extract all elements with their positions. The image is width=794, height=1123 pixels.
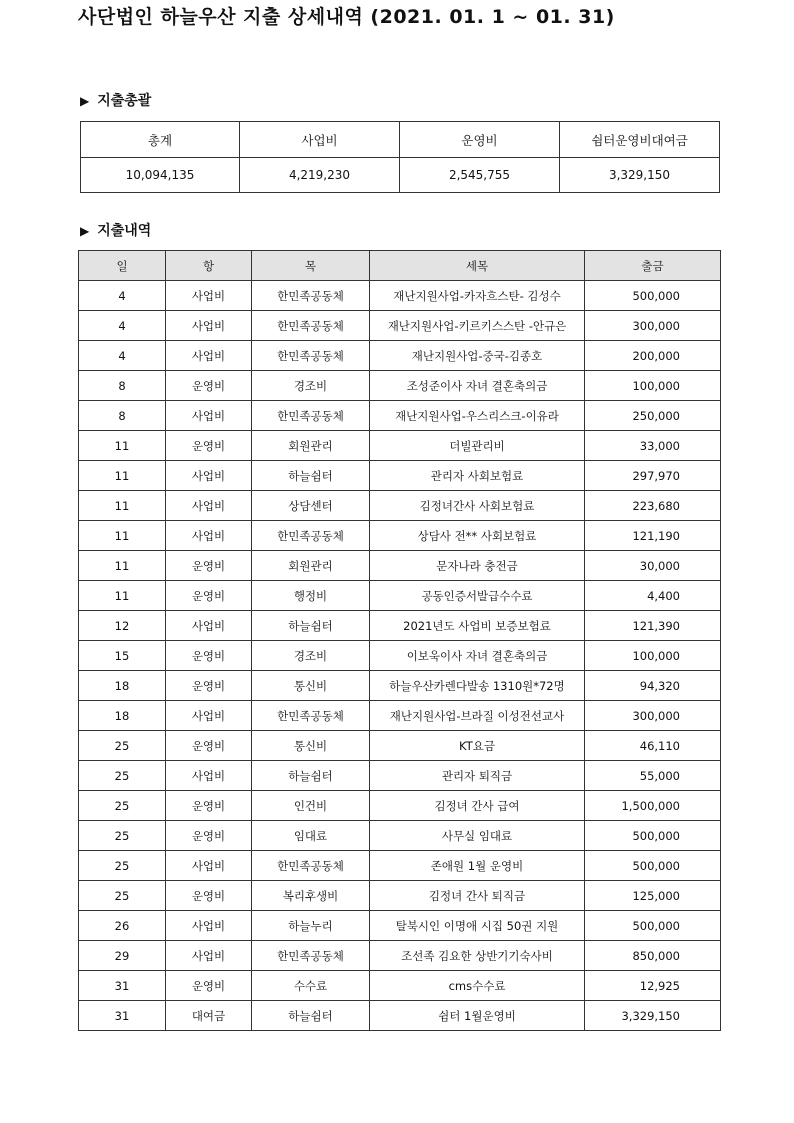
detail-amount-cell: 100,000 <box>585 641 721 671</box>
detail-amount-cell: 850,000 <box>585 941 721 971</box>
detail-day-cell: 25 <box>79 791 166 821</box>
table-row <box>79 461 721 491</box>
detail-category-cell: 사업비 <box>166 401 252 431</box>
detail-day-cell: 4 <box>79 311 166 341</box>
detail-description-cell: 재난지원사업-중국-김종호 <box>370 341 585 371</box>
detail-category-cell: 사업비 <box>166 311 252 341</box>
detail-description-cell: 공동인증서발급수수료 <box>370 581 585 611</box>
detail-amount-cell: 297,970 <box>585 461 721 491</box>
detail-description-cell: 문자나라 충전금 <box>370 551 585 581</box>
table-row <box>79 521 721 551</box>
detail-item-cell: 수수료 <box>252 971 370 1001</box>
detail-day-cell: 11 <box>79 461 166 491</box>
detail-day-cell: 11 <box>79 551 166 581</box>
detail-amount-cell: 250,000 <box>585 401 721 431</box>
detail-category-cell: 사업비 <box>166 611 252 641</box>
table-row <box>79 311 721 341</box>
detail-category-cell: 사업비 <box>166 911 252 941</box>
detail-amount-cell: 500,000 <box>585 911 721 941</box>
detail-category-cell: 운영비 <box>166 671 252 701</box>
detail-category-cell: 운영비 <box>166 431 252 461</box>
detail-item-cell: 행정비 <box>252 581 370 611</box>
detail-amount-cell: 223,680 <box>585 491 721 521</box>
detail-day-cell: 4 <box>79 341 166 371</box>
detail-category-cell: 사업비 <box>166 461 252 491</box>
detail-amount-cell: 4,400 <box>585 581 721 611</box>
detail-amount-cell: 46,110 <box>585 731 721 761</box>
detail-item-cell: 임대료 <box>252 821 370 851</box>
detail-amount-cell: 125,000 <box>585 881 721 911</box>
detail-description-cell: cms수수료 <box>370 971 585 1001</box>
detail-amount-cell: 55,000 <box>585 761 721 791</box>
detail-category-cell: 대여금 <box>166 1001 252 1031</box>
table-row <box>79 491 721 521</box>
detail-category-cell: 사업비 <box>166 281 252 311</box>
summary-value-row <box>81 158 720 193</box>
detail-description-cell: 관리자 퇴직금 <box>370 761 585 791</box>
summary-heading-text: 지출총괄 <box>97 93 152 109</box>
summary-value-cell: 10,094,135 <box>81 158 240 193</box>
detail-description-cell: 조성준이사 자녀 결혼축의금 <box>370 371 585 401</box>
detail-item-cell: 한민족공동체 <box>252 941 370 971</box>
detail-description-cell: 더빌관리비 <box>370 431 585 461</box>
detail-category-cell: 사업비 <box>166 941 252 971</box>
detail-item-cell: 경조비 <box>252 371 370 401</box>
table-row <box>79 761 721 791</box>
summary-header-cell: 쉼터운영비대여금 <box>560 122 720 158</box>
detail-description-cell: 김정녀 간사 급여 <box>370 791 585 821</box>
table-row <box>79 941 721 971</box>
detail-day-cell: 11 <box>79 491 166 521</box>
detail-day-cell: 31 <box>79 1001 166 1031</box>
detail-day-cell: 11 <box>79 431 166 461</box>
summary-value-cell: 2,545,755 <box>400 158 560 193</box>
detail-amount-cell: 300,000 <box>585 311 721 341</box>
detail-day-cell: 18 <box>79 701 166 731</box>
detail-description-cell: 조선족 김요한 상반기기숙사비 <box>370 941 585 971</box>
detail-day-cell: 29 <box>79 941 166 971</box>
detail-day-cell: 15 <box>79 641 166 671</box>
summary-header-cell: 사업비 <box>240 122 400 158</box>
detail-amount-cell: 200,000 <box>585 341 721 371</box>
summary-header-cell: 총계 <box>81 122 240 158</box>
detail-description-cell: 재난지원사업-우스리스크-이유라 <box>370 401 585 431</box>
detail-item-cell: 한민족공동체 <box>252 401 370 431</box>
detail-amount-cell: 300,000 <box>585 701 721 731</box>
detail-description-cell: 재난지원사업-키르키스스탄 -안규은 <box>370 311 585 341</box>
detail-category-cell: 운영비 <box>166 581 252 611</box>
detail-day-cell: 8 <box>79 371 166 401</box>
detail-item-cell: 상담센터 <box>252 491 370 521</box>
detail-item-cell: 한민족공동체 <box>252 521 370 551</box>
detail-item-cell: 인건비 <box>252 791 370 821</box>
detail-amount-cell: 500,000 <box>585 281 721 311</box>
detail-amount-cell: 3,329,150 <box>585 1001 721 1031</box>
detail-amount-cell: 1,500,000 <box>585 791 721 821</box>
detail-description-cell: 하늘우산카렌다발송 1310원*72명 <box>370 671 585 701</box>
detail-item-cell: 한민족공동체 <box>252 701 370 731</box>
triangle-bullet-icon: ▶ <box>80 94 90 108</box>
detail-day-cell: 11 <box>79 521 166 551</box>
table-row <box>79 581 721 611</box>
detail-item-cell: 통신비 <box>252 671 370 701</box>
detail-day-cell: 12 <box>79 611 166 641</box>
detail-description-cell: 존애원 1월 운영비 <box>370 851 585 881</box>
detail-item-cell: 하늘쉼터 <box>252 461 370 491</box>
detail-description-cell: KT요금 <box>370 731 585 761</box>
detail-item-cell: 한민족공동체 <box>252 311 370 341</box>
detail-category-cell: 운영비 <box>166 731 252 761</box>
table-row <box>79 341 721 371</box>
detail-amount-cell: 94,320 <box>585 671 721 701</box>
table-row <box>79 911 721 941</box>
detail-amount-cell: 121,190 <box>585 521 721 551</box>
summary-table <box>80 121 720 193</box>
summary-value-cell: 4,219,230 <box>240 158 400 193</box>
detail-day-cell: 8 <box>79 401 166 431</box>
detail-amount-cell: 100,000 <box>585 371 721 401</box>
detail-description-cell: 상담사 전** 사회보험료 <box>370 521 585 551</box>
table-row <box>79 821 721 851</box>
table-row <box>79 881 721 911</box>
detail-category-cell: 사업비 <box>166 491 252 521</box>
detail-table <box>78 250 721 1031</box>
detail-category-cell: 운영비 <box>166 821 252 851</box>
detail-item-cell: 한민족공동체 <box>252 281 370 311</box>
detail-item-cell: 하늘쉼터 <box>252 611 370 641</box>
detail-header-cell: 세목 <box>370 251 585 281</box>
detail-category-cell: 사업비 <box>166 701 252 731</box>
detail-category-cell: 사업비 <box>166 341 252 371</box>
detail-amount-cell: 30,000 <box>585 551 721 581</box>
detail-category-cell: 사업비 <box>166 761 252 791</box>
table-row <box>79 401 721 431</box>
table-row <box>79 611 721 641</box>
detail-day-cell: 18 <box>79 671 166 701</box>
detail-item-cell: 하늘누리 <box>252 911 370 941</box>
table-row <box>79 281 721 311</box>
detail-item-cell: 하늘쉼터 <box>252 1001 370 1031</box>
detail-day-cell: 25 <box>79 761 166 791</box>
detail-day-cell: 25 <box>79 821 166 851</box>
detail-item-cell: 하늘쉼터 <box>252 761 370 791</box>
table-row <box>79 791 721 821</box>
detail-description-cell: 김정녀간사 사회보험료 <box>370 491 585 521</box>
detail-header-cell: 목 <box>252 251 370 281</box>
detail-description-cell: 쉼터 1월운영비 <box>370 1001 585 1031</box>
table-row <box>79 701 721 731</box>
detail-category-cell: 사업비 <box>166 521 252 551</box>
detail-item-cell: 한민족공동체 <box>252 341 370 371</box>
detail-amount-cell: 500,000 <box>585 821 721 851</box>
table-row <box>79 371 721 401</box>
summary-section-heading <box>80 90 151 110</box>
detail-category-cell: 운영비 <box>166 641 252 671</box>
detail-header-row <box>79 251 721 281</box>
table-row <box>79 641 721 671</box>
table-row <box>79 731 721 761</box>
detail-heading-text: 지출내역 <box>97 223 152 239</box>
detail-header-cell: 출금 <box>585 251 721 281</box>
page-title: 사단법인 하늘우산 지출 상세내역 (2021. 01. 1 ~ 01. 31) <box>78 6 615 28</box>
detail-category-cell: 운영비 <box>166 881 252 911</box>
table-row <box>79 551 721 581</box>
detail-category-cell: 운영비 <box>166 551 252 581</box>
detail-day-cell: 4 <box>79 281 166 311</box>
detail-description-cell: 탈북시인 이명애 시집 50권 지원 <box>370 911 585 941</box>
detail-description-cell: 재난지원사업-브라질 이성전선교사 <box>370 701 585 731</box>
detail-amount-cell: 33,000 <box>585 431 721 461</box>
detail-day-cell: 25 <box>79 731 166 761</box>
table-row <box>79 1001 721 1031</box>
detail-day-cell: 26 <box>79 911 166 941</box>
detail-item-cell: 통신비 <box>252 731 370 761</box>
detail-item-cell: 한민족공동체 <box>252 851 370 881</box>
detail-amount-cell: 121,390 <box>585 611 721 641</box>
detail-day-cell: 11 <box>79 581 166 611</box>
detail-day-cell: 25 <box>79 851 166 881</box>
detail-day-cell: 31 <box>79 971 166 1001</box>
detail-item-cell: 회원관리 <box>252 431 370 461</box>
detail-category-cell: 사업비 <box>166 851 252 881</box>
table-row <box>79 431 721 461</box>
summary-header-cell: 운영비 <box>400 122 560 158</box>
detail-item-cell: 경조비 <box>252 641 370 671</box>
summary-value-cell: 3,329,150 <box>560 158 720 193</box>
detail-amount-cell: 12,925 <box>585 971 721 1001</box>
detail-description-cell: 김정녀 간사 퇴직금 <box>370 881 585 911</box>
detail-day-cell: 25 <box>79 881 166 911</box>
table-row <box>79 971 721 1001</box>
detail-section-heading <box>80 220 151 240</box>
detail-description-cell: 재난지원사업-카자흐스탄- 김성수 <box>370 281 585 311</box>
summary-header-row <box>81 122 720 158</box>
table-row <box>79 671 721 701</box>
detail-category-cell: 운영비 <box>166 791 252 821</box>
detail-description-cell: 2021년도 사업비 보증보험료 <box>370 611 585 641</box>
detail-item-cell: 복리후생비 <box>252 881 370 911</box>
detail-header-cell: 일 <box>79 251 166 281</box>
detail-description-cell: 사무실 임대료 <box>370 821 585 851</box>
detail-amount-cell: 500,000 <box>585 851 721 881</box>
triangle-bullet-icon: ▶ <box>80 224 90 238</box>
detail-description-cell: 이보욱이사 자녀 결혼축의금 <box>370 641 585 671</box>
table-row <box>79 851 721 881</box>
detail-header-cell: 항 <box>166 251 252 281</box>
detail-item-cell: 회원관리 <box>252 551 370 581</box>
detail-category-cell: 운영비 <box>166 971 252 1001</box>
detail-table-body <box>79 281 721 1031</box>
detail-category-cell: 운영비 <box>166 371 252 401</box>
detail-description-cell: 관리자 사회보험료 <box>370 461 585 491</box>
